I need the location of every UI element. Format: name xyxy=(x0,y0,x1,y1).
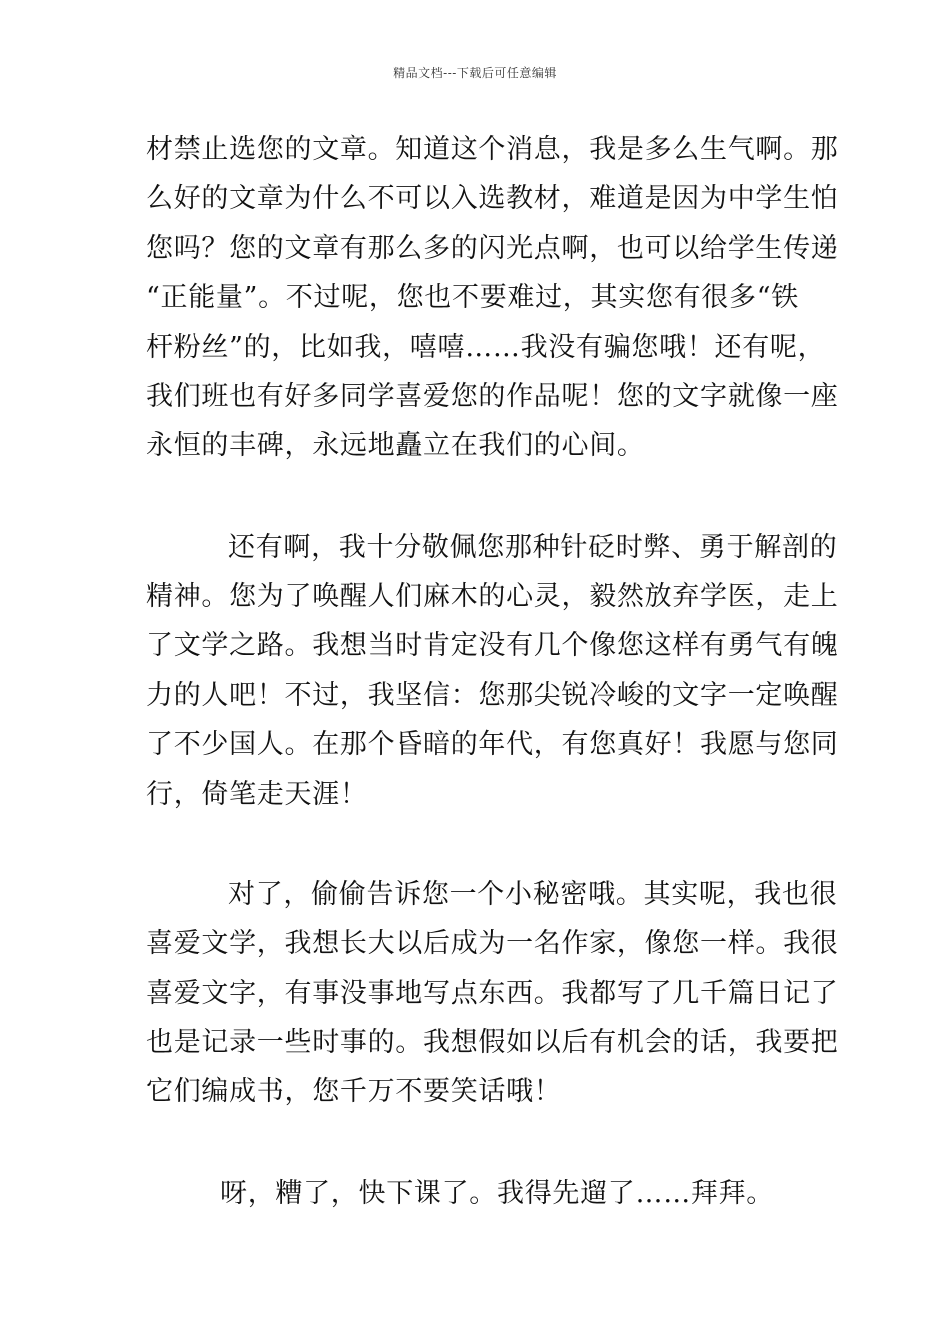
body-text-line: 喜爱文学，我想长大以后成为一名作家，像您一样。我很 xyxy=(146,928,839,959)
body-text-line: 精神。您为了唤醒人们麻木的心灵，毅然放弃学医，走上 xyxy=(146,581,839,612)
body-text-line: 行，倚笔走天涯！ xyxy=(146,779,368,810)
body-text-line: 还有啊，我十分敬佩您那种针砭时弊、勇于解剖的 xyxy=(228,532,838,563)
body-text-line: 力的人吧！不过，我坚信：您那尖锐冷峻的文字一定唤醒 xyxy=(146,680,839,711)
body-text-line: 永恒的丰碑，永远地矗立在我们的心间。 xyxy=(146,430,645,461)
body-text-line: 了文学之路。我想当时肯定没有几个像您这样有勇气有魄 xyxy=(146,630,839,661)
body-text-line: 喜爱文字，有事没事地写点东西。我都写了几千篇日记了 xyxy=(146,978,839,1009)
body-text-line: 我们班也有好多同学喜爱您的作品呢！您的文字就像一座 xyxy=(146,381,839,412)
body-text-line: “正能量”。不过呢，您也不要难过，其实您有很多“铁 xyxy=(146,282,799,313)
body-text-line: 材禁止选您的文章。知道这个消息，我是多么生气啊。那 xyxy=(146,134,839,165)
body-text-line: 呀，糟了，快下课了。我得先遛了……拜拜。 xyxy=(220,1178,774,1209)
body-text-line: 么好的文章为什么不可以入选教材，难道是因为中学生怕 xyxy=(146,183,839,214)
body-text-line: 了不少国人。在那个昏暗的年代，有您真好！我愿与您同 xyxy=(146,729,839,760)
body-text-line: 您吗？您的文章有那么多的闪光点啊，也可以给学生传递 xyxy=(146,233,839,264)
body-text-line: 杆粉丝”的，比如我，嘻嘻……我没有骗您哦！还有呢， xyxy=(146,332,826,363)
page-header: 精品文档---下载后可任意编辑 xyxy=(393,66,557,80)
body-text-line: 也是记录一些时事的。我想假如以后有机会的话，我要把 xyxy=(146,1027,839,1058)
body-text-line: 它们编成书，您千万不要笑话哦！ xyxy=(146,1076,562,1107)
body-text-line: 对了，偷偷告诉您一个小秘密哦。其实呢，我也很 xyxy=(228,879,838,910)
